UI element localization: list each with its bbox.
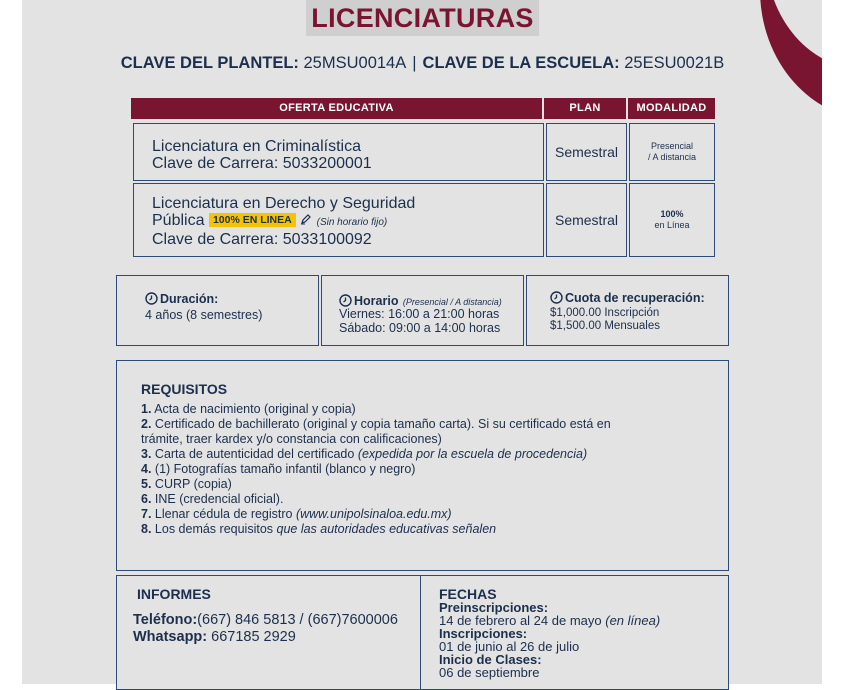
phone-value: (667) 846 5813 / (667)7600006	[197, 612, 398, 628]
duracion-box	[116, 275, 319, 346]
modalidad-line-1: 100%	[660, 209, 684, 219]
modalidad-line-2: en Línea	[654, 220, 690, 230]
requisito-number: 5.	[141, 477, 152, 491]
fechas-title: FECHAS	[439, 586, 497, 602]
requisito-text: (1) Fotografías tamaño infantil (blanco y negro)	[151, 462, 416, 476]
horario-box	[321, 275, 524, 346]
requisito-item	[141, 402, 701, 417]
requisito-item	[141, 507, 701, 522]
escuela-label: CLAVE DE LA ESCUELA:	[422, 54, 620, 72]
page-title: LICENCIATURAS	[306, 0, 539, 36]
requisito-item	[141, 477, 701, 492]
requisito-text: Carta de autenticidad del certificado	[151, 447, 358, 461]
modalidad-line-2: / A distancia	[647, 152, 697, 162]
modalidad-cell	[629, 123, 715, 181]
requisito-item	[141, 462, 701, 477]
requisito-number: 8.	[141, 522, 152, 536]
header-modalidad: MODALIDAD	[628, 98, 715, 119]
requisito-italic: (expedida por la escuela de procedencia)	[357, 447, 588, 461]
requisito-item	[141, 492, 701, 507]
fechas-content	[439, 587, 660, 679]
requisito-item	[141, 432, 701, 447]
online-badge: 100% EN LINEA	[209, 213, 296, 227]
requisito-italic: (www.unipolsinaloa.edu.mx)	[295, 507, 452, 521]
header-oferta: OFERTA EDUCATIVA	[131, 98, 542, 119]
cuota-title: Cuota de recuperación:	[565, 291, 705, 305]
requisito-text: Los demás requisitos	[151, 522, 277, 536]
clock-icon	[145, 292, 158, 308]
informes-whatsapp	[133, 629, 296, 646]
requisito-item	[141, 447, 701, 462]
requisito-text: Acta de nacimiento (original y copia)	[151, 402, 356, 416]
requisito-number: 1.	[141, 402, 152, 416]
preinscripciones-label: Preinscripciones:	[439, 600, 549, 615]
inicio-label: Inicio de Clases:	[439, 652, 542, 667]
claves-line	[0, 54, 845, 73]
inicio-value: 06 de septiembre	[439, 665, 540, 680]
plantel-value: 25MSU0014A	[303, 54, 407, 72]
program-name: Licenciatura en Criminalística	[152, 138, 361, 155]
claves-separator: |	[412, 54, 417, 72]
program-clave: Clave de Carrera: 5033200001	[152, 155, 372, 172]
requisitos-list	[141, 402, 701, 537]
plan-value: Semestral	[554, 144, 619, 160]
plan-cell	[546, 183, 627, 257]
program-cell-criminalistica	[133, 123, 544, 181]
requisito-text: Certificado de bachillerato (original y copia tamaño carta). Si su certificado está en	[151, 417, 611, 431]
program-name-line-1: Licenciatura en Derecho y Seguridad	[152, 195, 416, 212]
header-plan: PLAN	[544, 98, 626, 119]
requisito-number: 6.	[141, 492, 152, 506]
escuela-value: 25ESU0021B	[624, 54, 725, 72]
requisito-number: 4.	[141, 462, 152, 476]
plantel-label: CLAVE DEL PLANTEL:	[120, 54, 299, 72]
requisito-number: 3.	[141, 447, 152, 461]
horario-title: Horario	[354, 294, 399, 308]
preinscripciones-note: (en línea)	[605, 613, 661, 628]
pen-icon	[300, 212, 312, 229]
requisito-number: 2.	[141, 417, 152, 431]
duracion-title: Duración:	[160, 292, 219, 306]
modalidad-cell	[629, 183, 715, 257]
horario-line-2: Sábado: 09:00 a 14:00 horas	[339, 321, 501, 335]
inscripciones-label: Inscripciones:	[439, 626, 528, 641]
preinscripciones-value: 14 de febrero al 24 de mayo	[439, 613, 606, 628]
informes-phone	[133, 612, 398, 629]
requisito-text: Llenar cédula de registro	[151, 507, 296, 521]
inscripciones-value: 01 de junio al 26 de julio	[439, 639, 580, 654]
requisito-text: INE (credencial oficial).	[151, 492, 284, 506]
cuota-line-1: $1,000.00 Inscripción	[550, 307, 660, 319]
whatsapp-label: Whatsapp:	[133, 629, 208, 645]
cuota-box	[526, 275, 729, 346]
clock-icon	[550, 291, 563, 307]
modalidad-line-1: Presencial	[650, 141, 693, 151]
phone-label: Teléfono:	[133, 612, 198, 628]
program-name-line-2: Pública	[152, 212, 205, 229]
horario-line-1: Viernes: 16:00 a 21:00 horas	[339, 307, 500, 321]
plan-value: Semestral	[554, 212, 619, 228]
schedule-note: (Sin horario fijo)	[316, 217, 388, 228]
cuota-line-2: $1,500.00 Mensuales	[550, 320, 660, 332]
requisito-italic: que las autoridades educativas señalen	[276, 522, 497, 536]
requisito-item	[141, 522, 701, 537]
informes-title: INFORMES	[137, 586, 211, 602]
program-clave: Clave de Carrera: 5033100092	[152, 231, 372, 248]
requisito-number: 7.	[141, 507, 152, 521]
horario-note: (Presencial / A distancia)	[402, 297, 502, 307]
whatsapp-value: 667185 2929	[207, 629, 296, 645]
requisito-text: trámite, traer kardex y/o constancia con calificaciones)	[141, 432, 442, 446]
duracion-text: 4 años (8 semestres)	[145, 308, 263, 322]
requisito-text: CURP (copia)	[151, 477, 232, 491]
requisitos-title: REQUISITOS	[141, 381, 228, 397]
program-cell-derecho	[133, 183, 544, 257]
plan-cell	[546, 123, 627, 181]
requisito-item	[141, 417, 701, 432]
